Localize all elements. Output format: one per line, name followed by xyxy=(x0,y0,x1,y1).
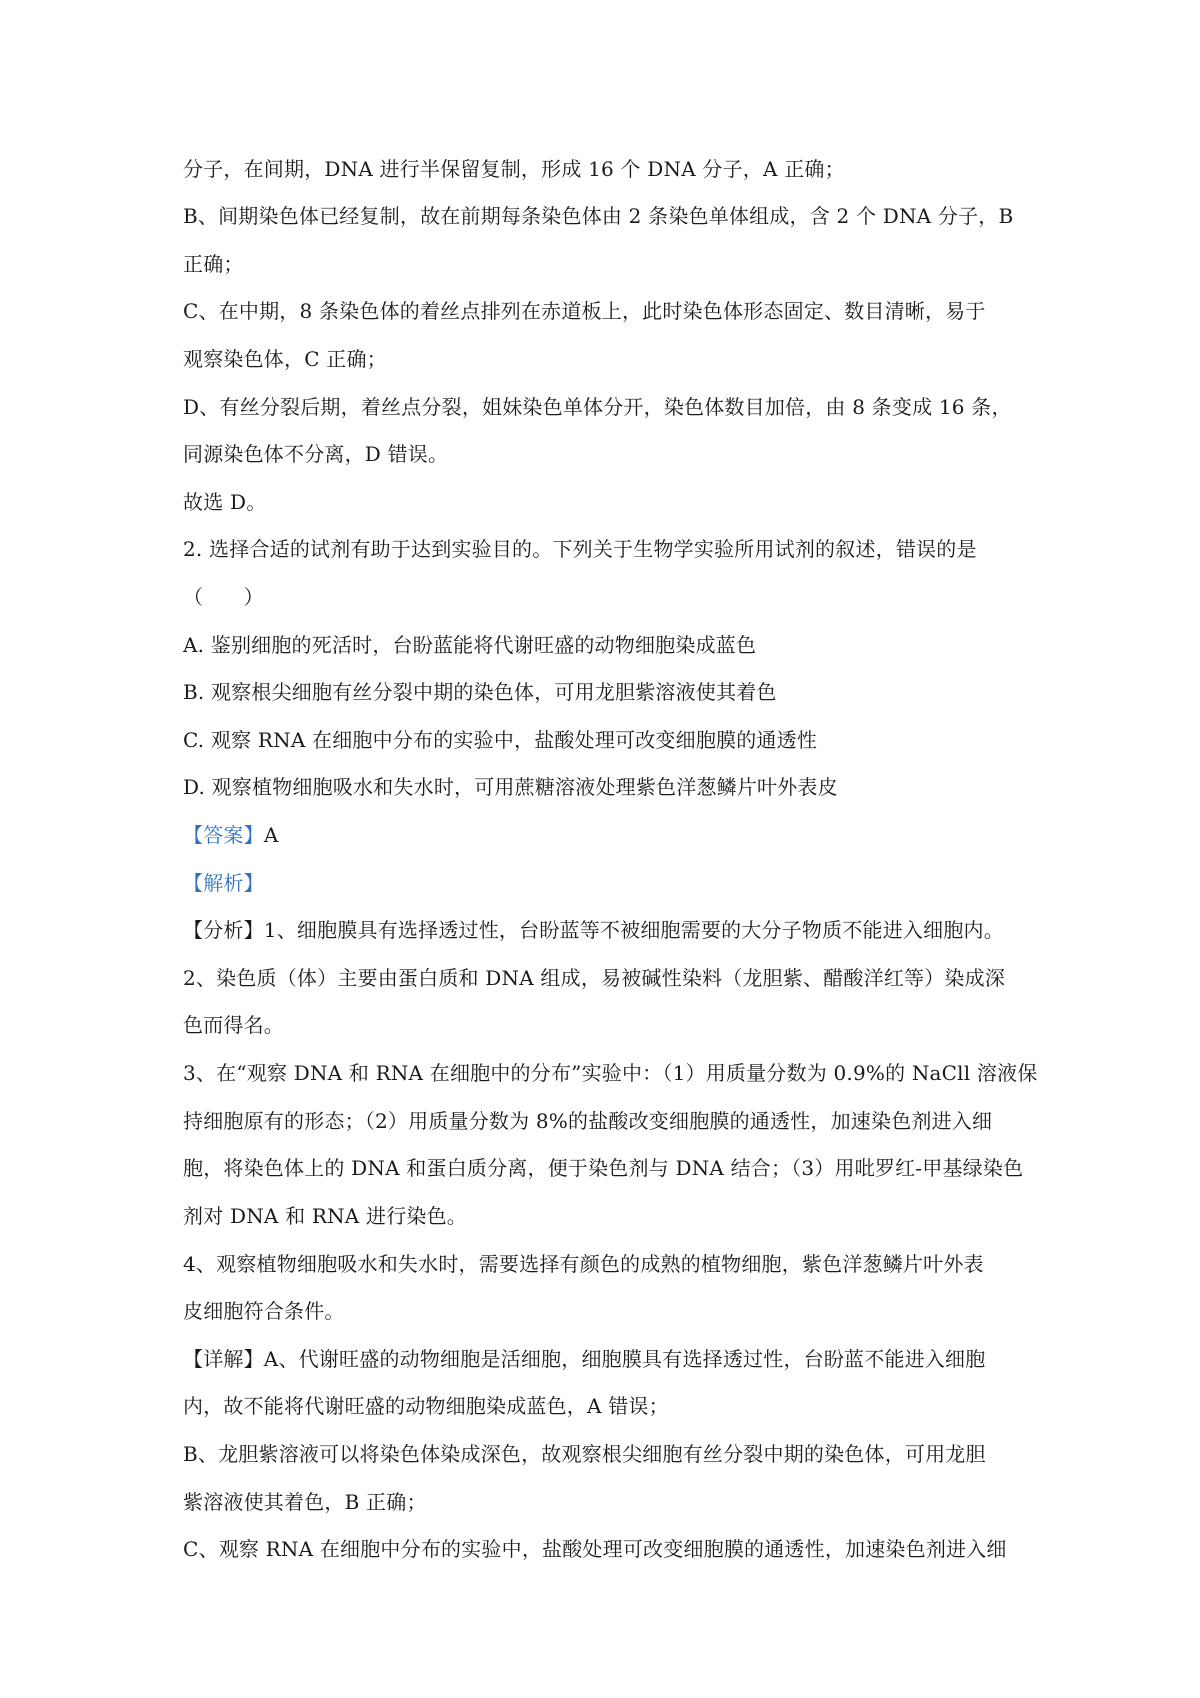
option-a: A. 鉴别细胞的死活时，台盼蓝能将代谢旺盛的动物细胞染成蓝色 xyxy=(183,633,757,657)
text-line: C、观察 RNA 在细胞中分布的实验中，盐酸处理可改变细胞膜的通透性，加速染色剂进入细 xyxy=(183,1537,1007,1561)
text-line: 胞，将染色体上的 DNA 和蛋白质分离，便于染色剂与 DNA 结合；（3）用吡罗红-甲基绿染色 xyxy=(183,1156,1024,1180)
text-line: 正确； xyxy=(183,252,244,276)
text-line: 剂对 DNA 和 RNA 进行染色。 xyxy=(183,1204,468,1228)
option-d: D. 观察植物细胞吸水和失水时，可用蔗糖溶液处理紫色洋葱鳞片叶外表皮 xyxy=(183,775,838,799)
text-line: 【详解】A、代谢旺盛的动物细胞是活细胞，细胞膜具有选择透过性，台盼蓝不能进入细胞 xyxy=(183,1347,986,1371)
text-line: B、龙胆紫溶液可以将染色体染成深色，故观察根尖细胞有丝分裂中期的染色体，可用龙胆 xyxy=(183,1442,986,1466)
text-line: B、间期染色体已经复制，故在前期每条染色体由 2 条染色单体组成，含 2 个 DNA 分子，B xyxy=(183,204,1014,228)
analysis-heading: 【解析】 xyxy=(183,871,264,895)
text-line: 内，故不能将代谢旺盛的动物细胞染成蓝色，A 错误； xyxy=(183,1394,669,1418)
question-stem: 2. 选择合适的试剂有助于达到实验目的。下列关于生物学实验所用试剂的叙述，错误的是 xyxy=(183,537,977,561)
text-line: 持细胞原有的形态；（2）用质量分数为 8%的盐酸改变细胞膜的通透性，加速染色剂进入细 xyxy=(183,1109,993,1133)
text-line: 观察染色体，C 正确； xyxy=(183,347,387,371)
text-line: D、有丝分裂后期，着丝点分裂，姐妹染色单体分开，染色体数目加倍，由 8 条变成 16 条， xyxy=(183,395,1012,419)
text-line: 紫溶液使其着色，B 正确； xyxy=(183,1490,427,1514)
option-b: B. 观察根尖细胞有丝分裂中期的染色体，可用龙胆紫溶液使其着色 xyxy=(183,680,777,704)
option-c: C. 观察 RNA 在细胞中分布的实验中，盐酸处理可改变细胞膜的通透性 xyxy=(183,728,818,752)
answer-tag: 【答案】 xyxy=(183,823,264,847)
text-line: 分子，在间期，DNA 进行半保留复制，形成 16 个 DNA 分子，A 正确； xyxy=(183,157,845,181)
text-line: 4、观察植物细胞吸水和失水时，需要选择有颜色的成熟的植物细胞，紫色洋葱鳞片叶外表 xyxy=(183,1252,984,1276)
question-blank: （ ） xyxy=(183,585,264,609)
text-line: 3、在“观察 DNA 和 RNA 在细胞中的分布”实验中：（1）用质量分数为 0.9%的 NaCll 溶液保 xyxy=(183,1061,1038,1085)
answer-line xyxy=(183,821,278,849)
text-line: 【分析】1、细胞膜具有选择透过性，台盼蓝等不被细胞需要的大分子物质不能进入细胞内。 xyxy=(183,918,1004,942)
text-line: 同源染色体不分离，D 错误。 xyxy=(183,442,449,466)
text-line: C、在中期，8 条染色体的着丝点排列在赤道板上，此时染色体形态固定、数目清晰，易于 xyxy=(183,299,986,323)
text-line: 2、染色质（体）主要由蛋白质和 DNA 组成，易被碱性染料（龙胆紫、醋酸洋红等）染成深 xyxy=(183,966,1006,990)
answer-value: A xyxy=(263,823,279,847)
text-line: 色而得名。 xyxy=(183,1013,284,1037)
text-line: 皮细胞符合条件。 xyxy=(183,1299,345,1323)
text-line: 故选 D。 xyxy=(183,490,267,514)
